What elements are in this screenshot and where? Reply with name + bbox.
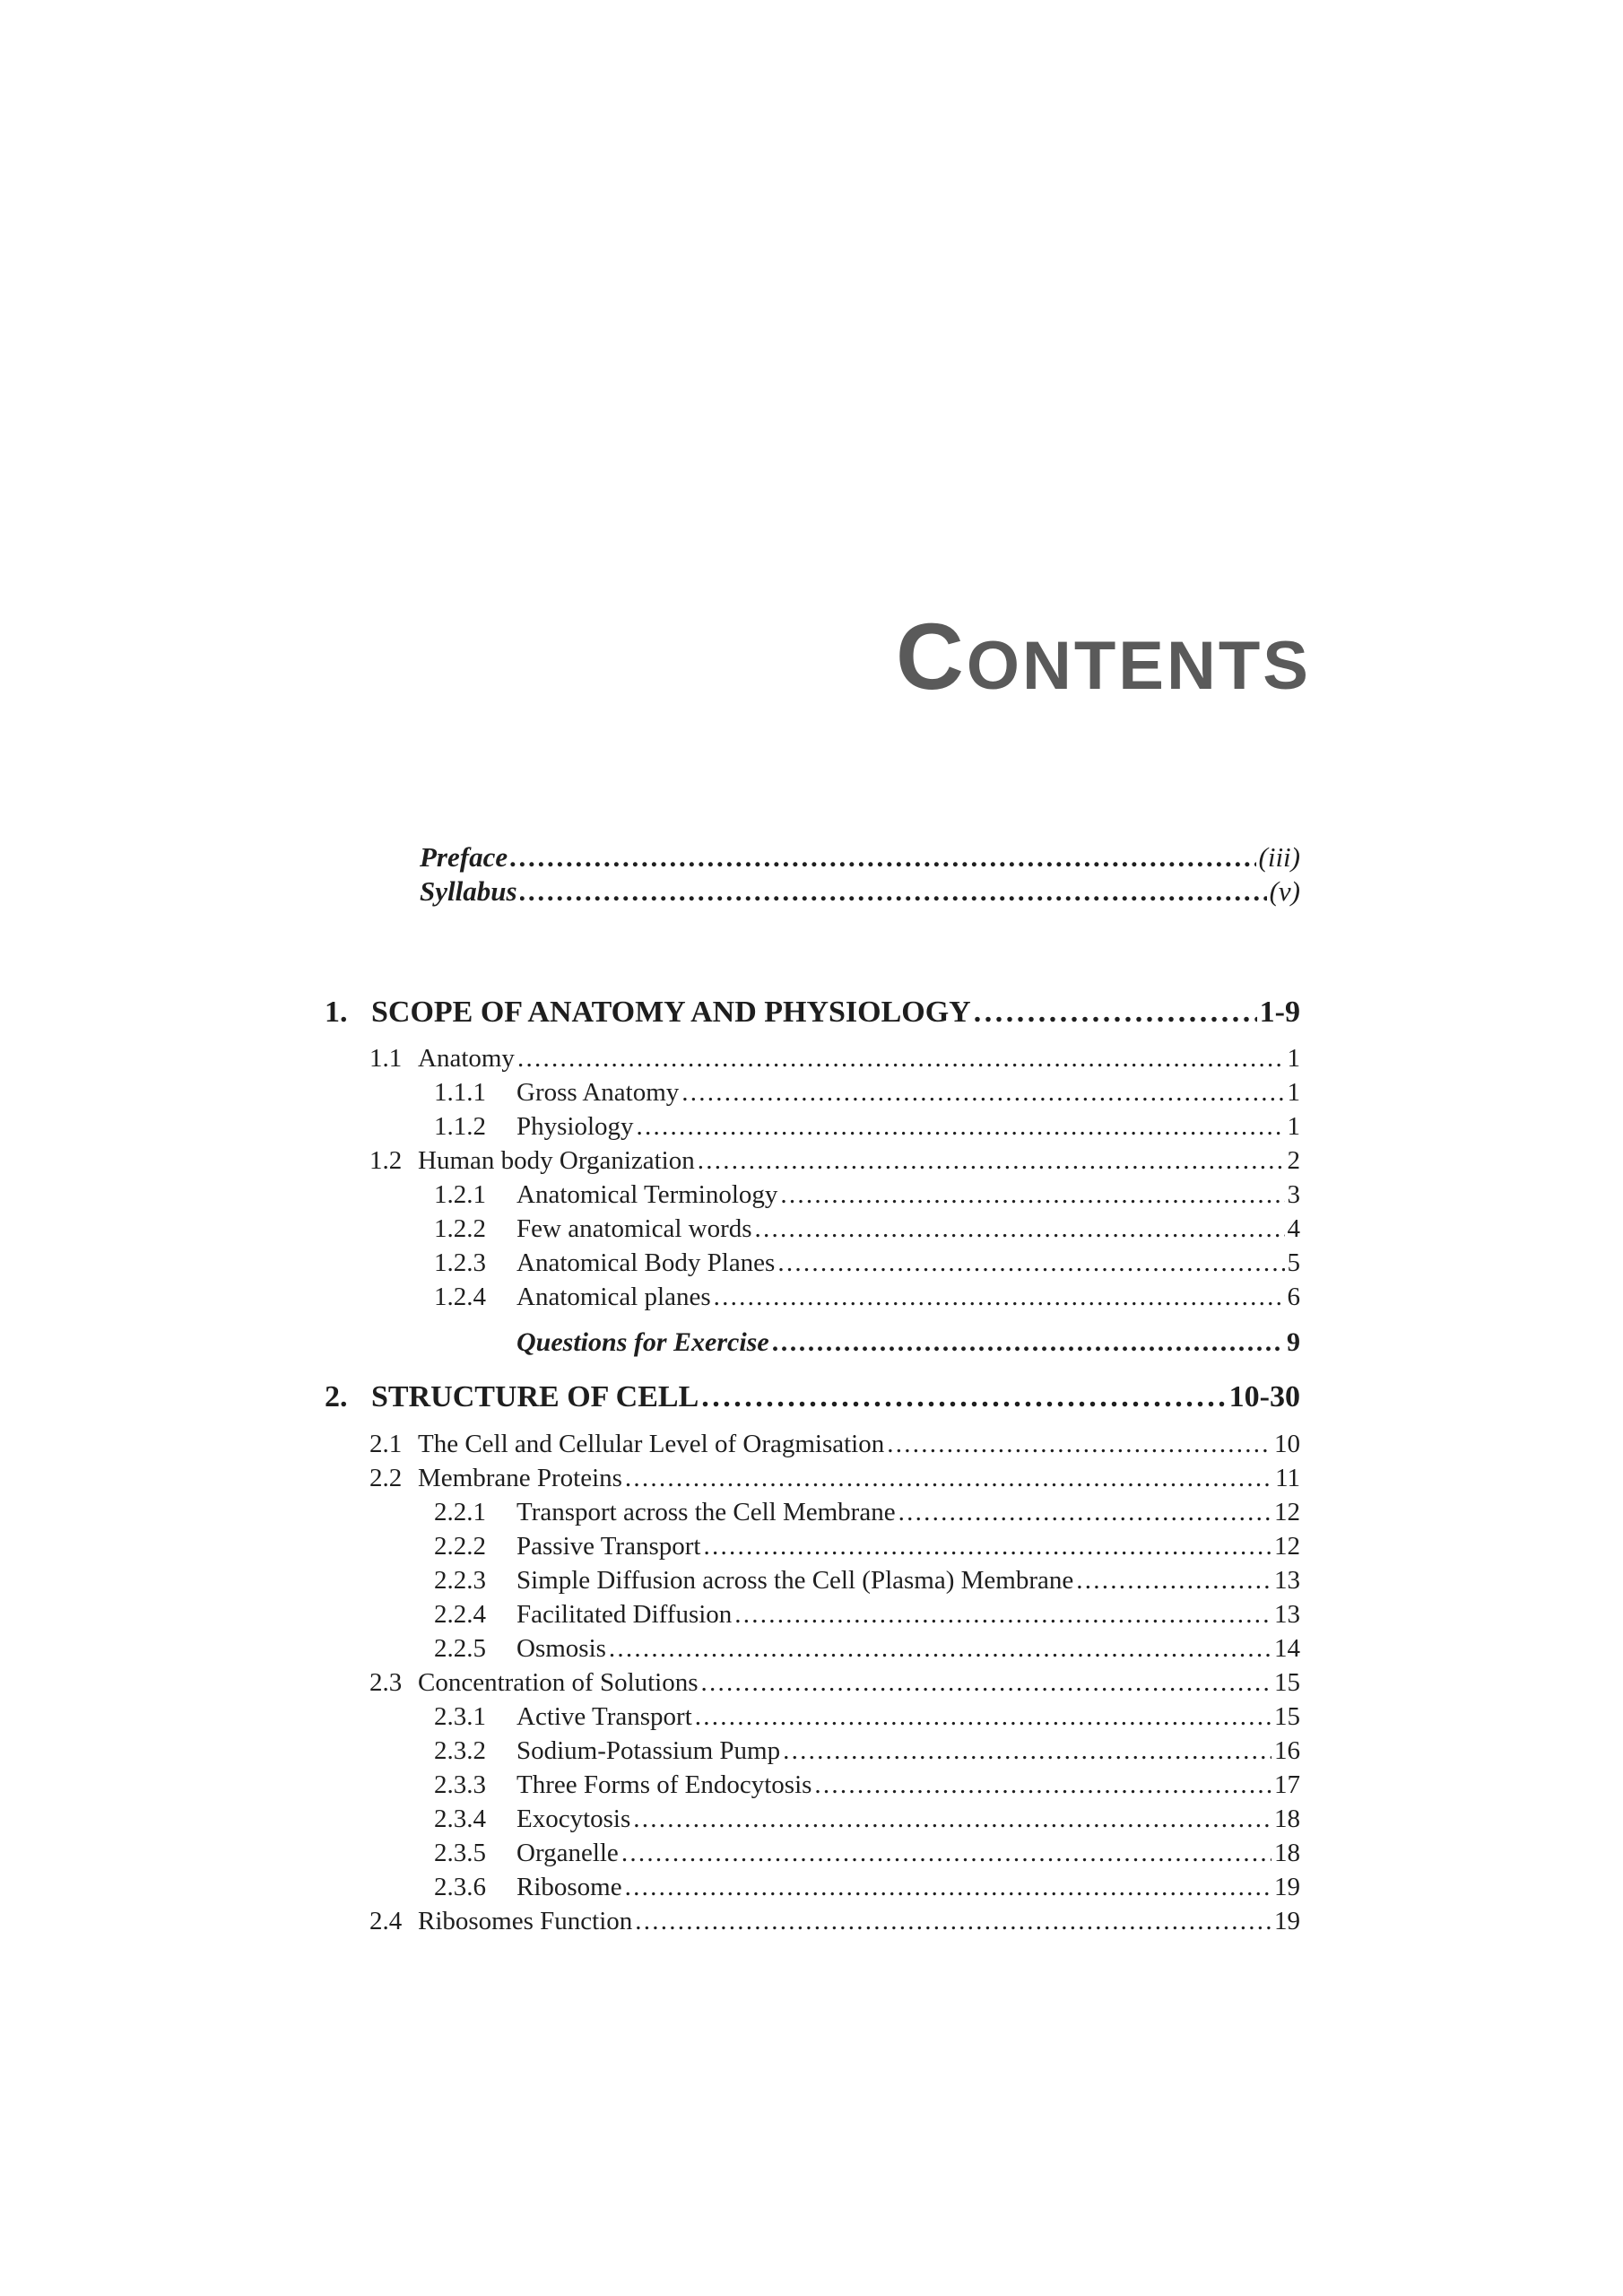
toc-label: Syllabus bbox=[420, 875, 517, 907]
entry-number: 2.4 bbox=[369, 1907, 403, 1935]
entry-page: 1 bbox=[1287, 1112, 1300, 1141]
toc-leader bbox=[510, 843, 1255, 871]
toc-leader bbox=[703, 1534, 1271, 1560]
toc-leader bbox=[635, 1909, 1271, 1935]
toc-entry[interactable] bbox=[369, 1465, 1300, 1492]
toc-leader bbox=[701, 1670, 1271, 1696]
toc-leader bbox=[625, 1465, 1272, 1492]
entry-page: 5 bbox=[1287, 1248, 1300, 1277]
toc-entry[interactable] bbox=[434, 1534, 1300, 1560]
toc-leader bbox=[1076, 1568, 1271, 1594]
entry-number: 2.3.5 bbox=[434, 1839, 486, 1867]
entry-number: 2.3.2 bbox=[434, 1736, 486, 1765]
page-title bbox=[896, 604, 1311, 709]
entry-label: Anatomical Terminology bbox=[516, 1180, 778, 1209]
entry-label: Exocytosis bbox=[516, 1805, 631, 1833]
entry-label: Anatomical planes bbox=[516, 1283, 711, 1311]
entry-number: 2.2.5 bbox=[434, 1634, 486, 1663]
entry-page: 2 bbox=[1287, 1146, 1300, 1175]
entry-label: Transport across the Cell Membrane bbox=[516, 1498, 896, 1526]
entry-page: 4 bbox=[1287, 1214, 1300, 1243]
toc-leader bbox=[772, 1329, 1284, 1356]
entry-number: 1.1.1 bbox=[434, 1078, 486, 1107]
title-rest: ONTENTS bbox=[966, 628, 1311, 704]
entry-label: Simple Diffusion across the Cell (Plasma) Membrane bbox=[516, 1566, 1074, 1595]
entry-page: 1 bbox=[1287, 1044, 1300, 1073]
entry-page: 6 bbox=[1287, 1283, 1300, 1311]
entry-number: 1.1 bbox=[369, 1044, 403, 1073]
toc-entry[interactable] bbox=[369, 1431, 1300, 1457]
entry-number: 2.2.2 bbox=[434, 1532, 486, 1561]
toc-entry[interactable] bbox=[369, 1909, 1300, 1935]
entry-number: 1.2 bbox=[369, 1146, 403, 1175]
entry-label: Facilitated Diffusion bbox=[516, 1600, 733, 1629]
entry-label: Few anatomical words bbox=[516, 1214, 752, 1243]
entry-label: The Cell and Cellular Level of Oragmisation bbox=[418, 1430, 885, 1458]
entry-number: 2.2.3 bbox=[434, 1566, 486, 1595]
entry-number: 2.3.3 bbox=[434, 1770, 486, 1799]
chapter-pages: 10-30 bbox=[1228, 1380, 1300, 1413]
toc-leader bbox=[633, 1806, 1271, 1832]
toc-leader bbox=[780, 1182, 1284, 1208]
entry-number: 1.1.2 bbox=[434, 1112, 486, 1141]
entry-page: 15 bbox=[1274, 1668, 1300, 1697]
toc-entry[interactable] bbox=[434, 1182, 1300, 1208]
toc-entry[interactable] bbox=[434, 1602, 1300, 1628]
entry-page: 17 bbox=[1274, 1770, 1300, 1799]
entry-number: 2.1 bbox=[369, 1430, 403, 1458]
entry-page: 14 bbox=[1274, 1634, 1300, 1663]
toc-entry[interactable] bbox=[369, 1148, 1300, 1174]
toc-chapter-2[interactable] bbox=[325, 1382, 1300, 1413]
toc-leader bbox=[681, 1080, 1284, 1106]
toc-leader bbox=[637, 1114, 1285, 1140]
toc-entry[interactable] bbox=[434, 1568, 1300, 1594]
exercise-page: 9 bbox=[1287, 1327, 1300, 1357]
toc-entry[interactable] bbox=[369, 1046, 1300, 1072]
entry-page: 16 bbox=[1274, 1736, 1300, 1765]
entry-number: 2.2.4 bbox=[434, 1600, 486, 1629]
toc-leader bbox=[783, 1738, 1271, 1764]
entry-page: 18 bbox=[1274, 1839, 1300, 1867]
entry-number: 2.3.4 bbox=[434, 1805, 486, 1833]
toc-label: Preface bbox=[420, 841, 508, 873]
entry-label: Ribosomes Function bbox=[418, 1907, 633, 1935]
toc-entry[interactable] bbox=[434, 1806, 1300, 1832]
title-initial: C bbox=[896, 604, 967, 709]
chapter-number: 2. bbox=[325, 1380, 348, 1413]
toc-entry[interactable] bbox=[434, 1874, 1300, 1900]
exercise-label: Questions for Exercise bbox=[516, 1327, 769, 1357]
entry-page: 11 bbox=[1275, 1464, 1300, 1492]
entry-label: Osmosis bbox=[516, 1634, 606, 1663]
toc-leader bbox=[777, 1250, 1284, 1276]
toc-leader bbox=[621, 1840, 1271, 1866]
entry-label: Ribosome bbox=[516, 1873, 622, 1901]
entry-label: Three Forms of Endocytosis bbox=[516, 1770, 812, 1799]
toc-entry[interactable] bbox=[434, 1704, 1300, 1730]
toc-entry[interactable] bbox=[434, 1772, 1300, 1798]
toc-chapter-1[interactable] bbox=[325, 997, 1300, 1028]
toc-entry[interactable] bbox=[434, 1284, 1300, 1310]
entry-number: 1.2.3 bbox=[434, 1248, 486, 1277]
entry-page: 3 bbox=[1287, 1180, 1300, 1209]
toc-leader bbox=[517, 1046, 1285, 1072]
entry-number: 1.2.2 bbox=[434, 1214, 486, 1243]
toc-page: (iii) bbox=[1258, 841, 1300, 873]
entry-label: Membrane Proteins bbox=[418, 1464, 622, 1492]
toc-leader bbox=[698, 1148, 1285, 1174]
entry-number: 2.3.6 bbox=[434, 1873, 486, 1901]
entry-label: Physiology bbox=[516, 1112, 634, 1141]
entry-label: Passive Transport bbox=[516, 1532, 701, 1561]
toc-front-preface[interactable] bbox=[420, 843, 1300, 871]
toc-exercise[interactable] bbox=[516, 1329, 1300, 1356]
toc-leader bbox=[625, 1874, 1271, 1900]
entry-page: 13 bbox=[1274, 1566, 1300, 1595]
toc-entry[interactable] bbox=[434, 1250, 1300, 1276]
chapter-number: 1. bbox=[325, 996, 348, 1029]
entry-page: 10 bbox=[1274, 1430, 1300, 1458]
entry-label: Organelle bbox=[516, 1839, 619, 1867]
entry-number: 1.2.4 bbox=[434, 1283, 486, 1311]
entry-page: 1 bbox=[1287, 1078, 1300, 1107]
toc-leader bbox=[701, 1382, 1226, 1413]
toc-entry[interactable] bbox=[434, 1114, 1300, 1140]
toc-entry[interactable] bbox=[434, 1840, 1300, 1866]
toc-entry[interactable] bbox=[434, 1636, 1300, 1662]
entry-page: 19 bbox=[1274, 1873, 1300, 1901]
entry-label: Active Transport bbox=[516, 1702, 692, 1731]
chapter-title: SCOPE OF ANATOMY AND PHYSIOLOGY bbox=[371, 996, 971, 1029]
toc-leader bbox=[887, 1431, 1271, 1457]
entry-label: Concentration of Solutions bbox=[418, 1668, 699, 1697]
toc-page-number: iii bbox=[1267, 841, 1291, 873]
entry-number: 2.3.1 bbox=[434, 1702, 486, 1731]
toc-entry[interactable] bbox=[434, 1738, 1300, 1764]
entry-number: 1.2.1 bbox=[434, 1180, 486, 1209]
entry-number: 2.2.1 bbox=[434, 1498, 486, 1526]
entry-page: 13 bbox=[1274, 1600, 1300, 1629]
entry-page: 19 bbox=[1274, 1907, 1300, 1935]
toc-entry[interactable] bbox=[434, 1500, 1300, 1526]
entry-number: 2.2 bbox=[369, 1464, 403, 1492]
toc-page-number: v bbox=[1278, 875, 1291, 907]
entry-label: Anatomical Body Planes bbox=[516, 1248, 776, 1277]
entry-page: 15 bbox=[1274, 1702, 1300, 1731]
entry-label: Human body Organization bbox=[418, 1146, 695, 1175]
entry-label: Anatomy bbox=[418, 1044, 515, 1073]
chapter-pages: 1-9 bbox=[1259, 996, 1300, 1029]
toc-leader bbox=[520, 877, 1267, 905]
toc-leader bbox=[695, 1704, 1271, 1730]
toc-page: (v) bbox=[1269, 875, 1300, 907]
toc-entry[interactable] bbox=[369, 1670, 1300, 1696]
entry-page: 12 bbox=[1274, 1498, 1300, 1526]
entry-page: 18 bbox=[1274, 1805, 1300, 1833]
toc-leader bbox=[755, 1216, 1285, 1242]
entry-label: Sodium-Potassium Pump bbox=[516, 1736, 781, 1765]
entry-page: 12 bbox=[1274, 1532, 1300, 1561]
chapter-title: STRUCTURE OF CELL bbox=[371, 1380, 699, 1413]
entry-label: Gross Anatomy bbox=[516, 1078, 680, 1107]
toc-leader bbox=[609, 1636, 1271, 1662]
toc-entry[interactable] bbox=[434, 1080, 1300, 1106]
toc-leader bbox=[898, 1500, 1271, 1526]
toc-leader bbox=[974, 997, 1257, 1028]
toc-leader bbox=[734, 1602, 1271, 1628]
toc-leader bbox=[714, 1284, 1285, 1310]
toc-front-syllabus[interactable] bbox=[420, 877, 1300, 905]
toc-leader bbox=[814, 1772, 1271, 1798]
toc-entry[interactable] bbox=[434, 1216, 1300, 1242]
entry-number: 2.3 bbox=[369, 1668, 403, 1697]
